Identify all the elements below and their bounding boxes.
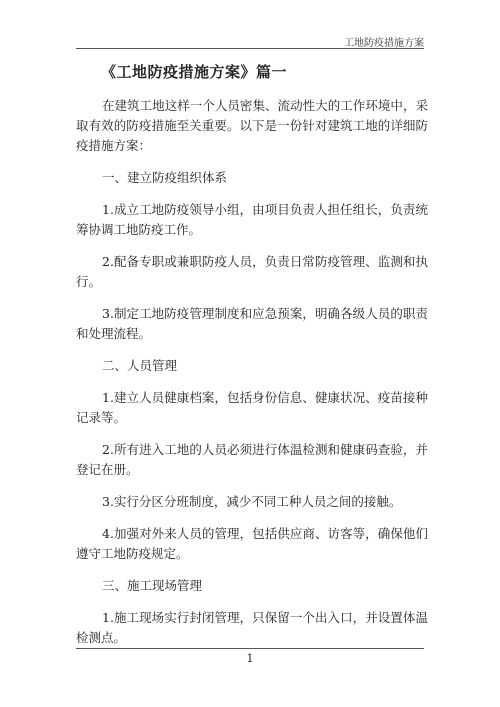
list-item: 3.制定工地防疫管理制度和应急预案，明确各级人员的职责和处理流程。: [76, 306, 428, 341]
section-heading: 二、人员管理: [102, 358, 178, 373]
list-item: 1.施工现场实行封闭管理，只保留一个出入口，并设置体温检测点。: [76, 610, 428, 645]
page-number: 1: [246, 652, 254, 665]
list-item: 4.加强对外来人员的管理，包括供应商、访客等，确保他们遵守工地防疫规定。: [76, 526, 428, 561]
section-heading: 一、建立防疫组织体系: [102, 170, 228, 185]
footer-divider: [76, 648, 424, 649]
list-item: 1.建立人员健康档案，包括身份信息、健康状况、疫苗接种记录等。: [76, 390, 428, 425]
document-body: [76, 96, 428, 660]
list-item: 3.实行分区分班制度，减少不同工种人员之间的接触。: [102, 494, 402, 509]
section-heading: 三、施工现场管理: [102, 578, 203, 593]
list-item: 2.配备专职或兼职防疫人员，负责日常防疫管理、监测和执行。: [76, 254, 428, 289]
list-item: 1.成立工地防疫领导小组，由项目负责人担任组长，负责统筹协调工地防疫工作。: [76, 202, 428, 237]
intro-paragraph: 在建筑工地这样一个人员密集、流动性大的工作环境中，采取有效的防疫措施至关重要。以下是一份针对建筑工地的详细防疫措施方案：: [76, 98, 428, 153]
list-item: 2.所有进入工地的人员必须进行体温检测和健康码查验，并登记在册。: [76, 442, 428, 477]
header-divider: [76, 48, 424, 49]
running-header: 工地防疫措施方案: [344, 38, 424, 49]
document-title: 《工地防疫措施方案》篇一: [101, 63, 288, 81]
